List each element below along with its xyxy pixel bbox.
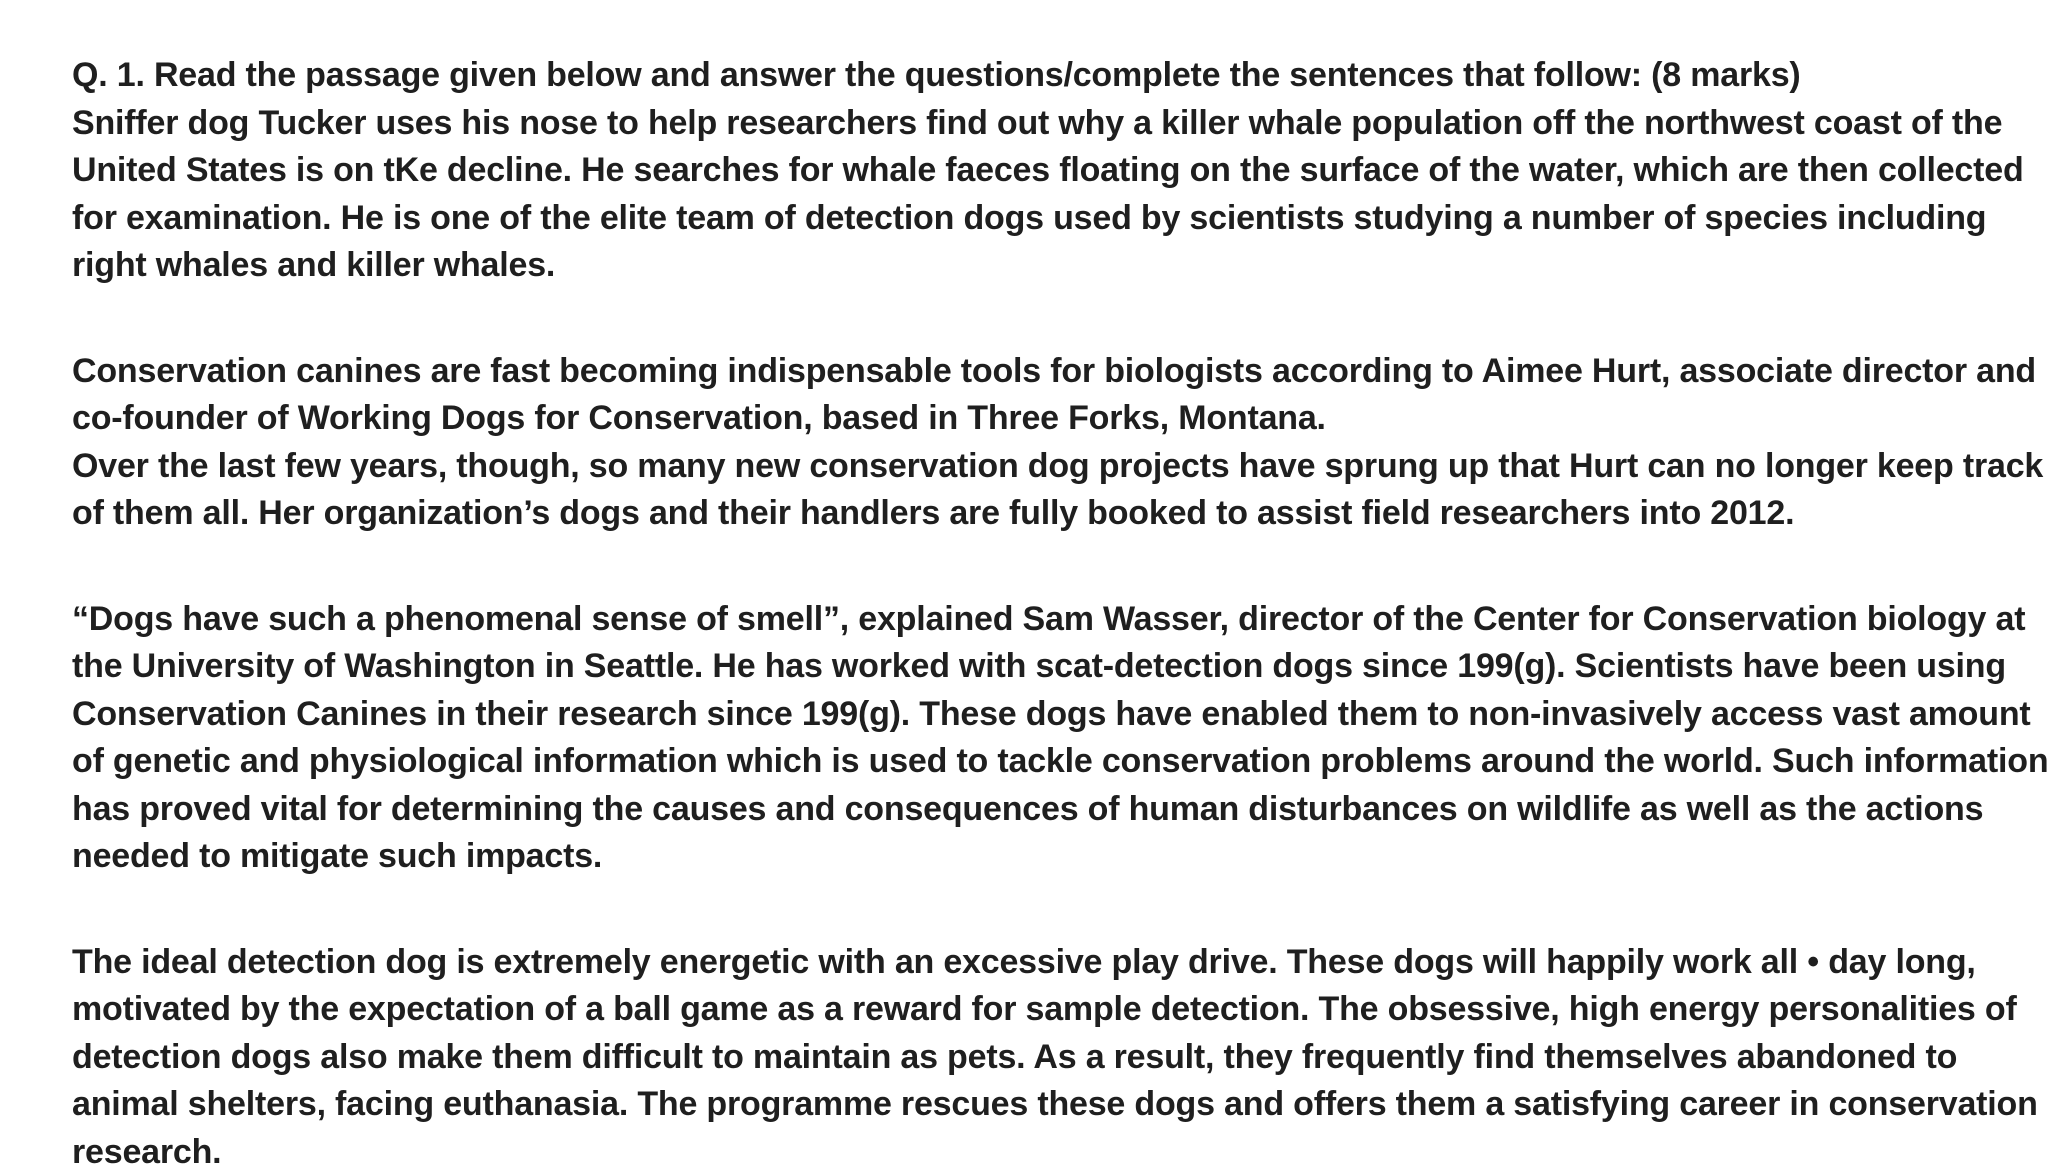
paragraph-spacer [72,881,2008,939]
text-line: Conservation canines are fast becoming indispensable tools for biologists according to Aimee Hurt, associate director and [72,348,2008,396]
text-line: “Dogs have such a phenomenal sense of smell”, explained Sam Wasser, director of the Center for Conservation biology at [72,596,2008,644]
text-line: the University of Washington in Seattle. He has worked with scat-detection dogs since 199(g). Scientists have been using [72,643,2008,691]
paragraph-1 [72,52,2008,290]
text-line: The ideal detection dog is extremely energetic with an excessive play drive. These dogs will happily work all • day long, [72,939,2008,987]
text-line: research. [72,1129,2008,1176]
text-line: Over the last few years, though, so many new conservation dog projects have sprung up that Hurt can no longer keep track [72,443,2008,491]
text-line: animal shelters, facing euthanasia. The programme rescues these dogs and offers them a satisfying career in conservation [72,1081,2008,1129]
question-heading: Q. 1. Read the passage given below and answer the questions/complete the sentences that follow: (8 marks) [72,52,2008,100]
text-line: of them all. Her organization’s dogs and their handlers are fully booked to assist field researchers into 2012. [72,490,2008,538]
paragraph-spacer [72,290,2008,348]
text-line: for examination. He is one of the elite team of detection dogs used by scientists studying a number of species including [72,195,2008,243]
text-line: has proved vital for determining the causes and consequences of human disturbances on wildlife as well as the actions [72,786,2008,834]
text-line: Conservation Canines in their research since 199(g). These dogs have enabled them to non-invasively access vast amount [72,691,2008,739]
paragraph-3 [72,596,2008,881]
text-line: of genetic and physiological information which is used to tackle conservation problems around the world. Such information [72,738,2008,786]
text-line: needed to mitigate such impacts. [72,833,2008,881]
paragraph-2 [72,348,2008,538]
text-line: United States is on tKe decline. He searches for whale faeces floating on the surface of the water, which are then collected [72,147,2008,195]
text-line: Sniffer dog Tucker uses his nose to help researchers find out why a killer whale population off the northwest coast of the [72,100,2008,148]
paragraph-spacer [72,538,2008,596]
text-line: right whales and killer whales. [72,242,2008,290]
text-line: motivated by the expectation of a ball game as a reward for sample detection. The obsessive, high energy personalities of [72,986,2008,1034]
text-line: co-founder of Working Dogs for Conservation, based in Three Forks, Montana. [72,395,2008,443]
text-line: detection dogs also make them difficult to maintain as pets. As a result, they frequently find themselves abandoned to [72,1034,2008,1082]
paragraph-4 [72,939,2008,1176]
